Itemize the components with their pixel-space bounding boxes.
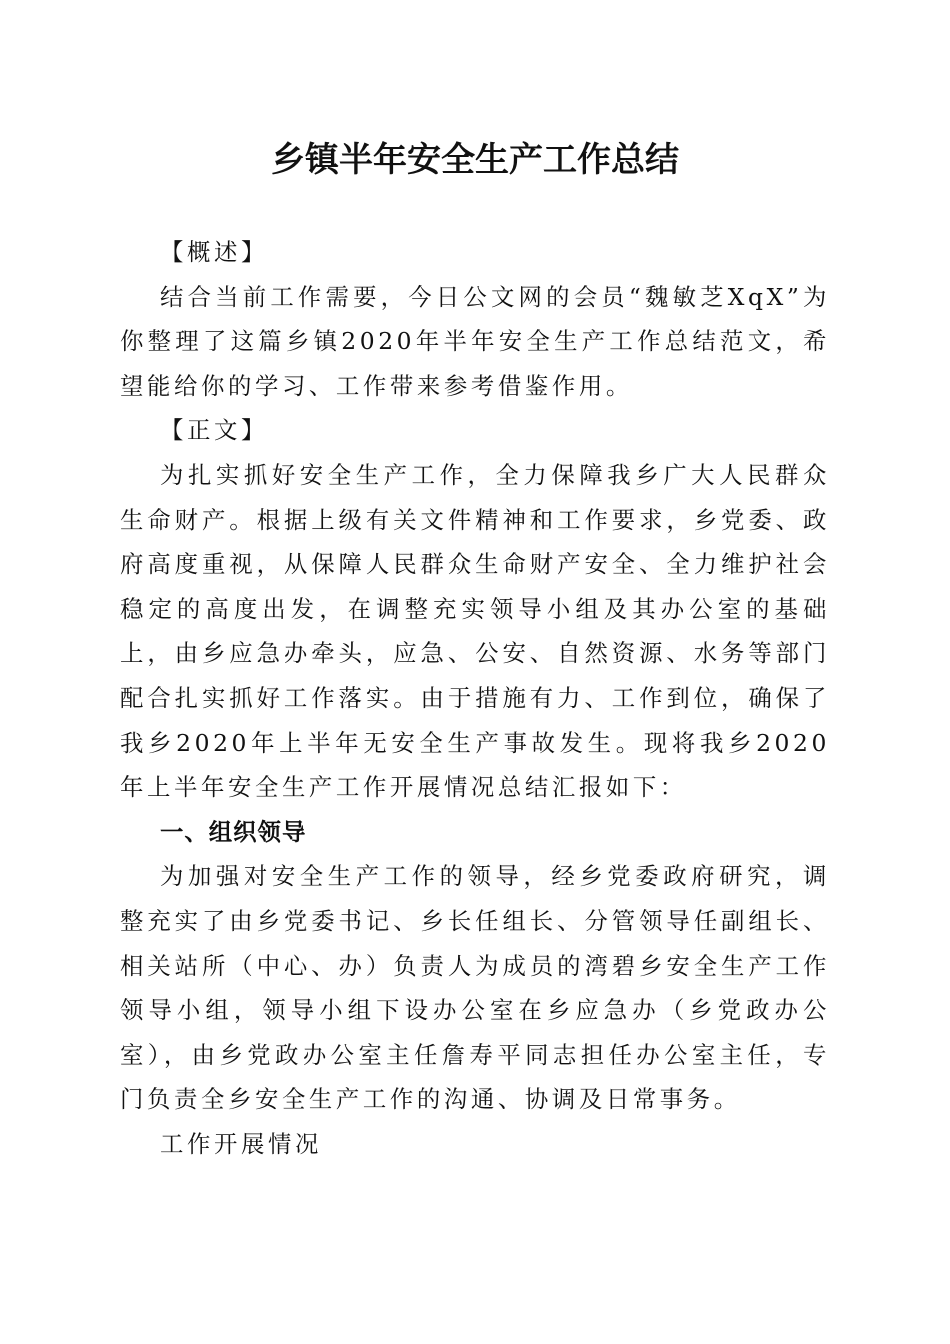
document-title: 乡镇半年安全生产工作总结 — [271, 140, 679, 180]
body-tag: 【正文】 — [160, 416, 268, 445]
section-heading-work-progress: 工作开展情况 — [160, 1129, 322, 1158]
overview-tag: 【概述】 — [160, 238, 268, 266]
section-paragraph-organization: 为加强对安全生产工作的领导，经乡党委政府研究，调整充实了由乡党委书记、乡长任组长、分管领导任副组长、相关站所（中心、办）负责人为成员的湾碧乡安全生产工作领导小组，领导小组下设办公室在乡应急办（乡党政办公室），由乡党政办公室主任詹寿平同志担任办公室主任，专门负责全乡安全生产工作的沟通、协调及日常事务。 — [120, 862, 830, 1114]
body-paragraph: 为扎实抓好安全生产工作，全力保障我乡广大人民群众生命财产。根据上级有关文件精神和工作要求，乡党委、政府高度重视，从保障人民群众生命财产安全、全力维护社会稳定的高度出发，在调整充实领导小组及其办公室的基础上，由乡应急办牵头，应急、公安、自然资源、水务等部门配合扎实抓好工作落实。由于措施有力、工作到位，确保了我乡2020年上半年无安全生产事故发生。现将我乡2020年上半年安全生产工作开展情况总结汇报如下： — [120, 460, 830, 802]
overview-paragraph: 结合当前工作需要，今日公文网的会员“魏敏芝XqX”为你整理了这篇乡镇2020年半年安全生产工作总结范文，希望能给你的学习、工作带来参考借鉴作用。 — [120, 282, 830, 400]
document-body — [120, 230, 830, 1166]
section-heading-organization: 一、组织领导 — [160, 817, 307, 846]
